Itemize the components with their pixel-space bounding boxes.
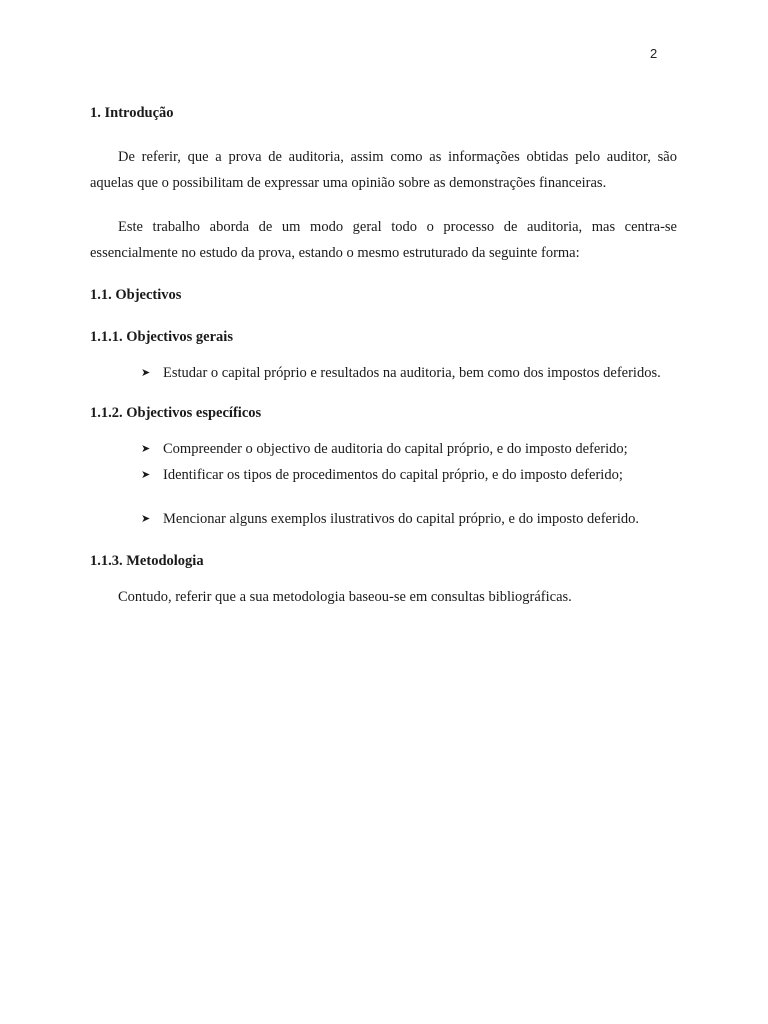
list-item-text: Identificar os tipos de procedimentos do capital próprio, e do imposto deferido; <box>163 467 623 483</box>
list-item <box>138 506 677 532</box>
list-item <box>138 360 677 386</box>
page-number: 2 <box>650 46 658 61</box>
list-item <box>138 462 677 488</box>
general-objectives-list <box>90 360 677 386</box>
specific-objectives-heading: 1.1.2. Objectivos específicos <box>90 405 262 421</box>
list-item-text: Estudar o capital próprio e resultados na auditoria, bem como dos impostos deferidos. <box>163 365 661 381</box>
intro-paragraph-1: De referir, que a prova de auditoria, assim como as informações obtidas pelo auditor, são aquelas que o possibilitam de expressar uma opinião sobre as demonstrações financeiras. <box>90 149 677 191</box>
list-item-text: Mencionar alguns exemplos ilustrativos do capital próprio, e do imposto deferido. <box>163 511 639 527</box>
methodology-heading: 1.1.3. Metodologia <box>90 553 204 569</box>
arrowhead-bullet-icon: ➤ <box>141 443 151 455</box>
document-body <box>90 100 677 610</box>
specific-objectives-list <box>90 436 677 532</box>
objectives-heading: 1.1. Objectivos <box>90 287 182 303</box>
methodology-paragraph: Contudo, referir que a sua metodologia baseou-se em consultas bibliográficas. <box>118 589 572 605</box>
arrowhead-bullet-icon: ➤ <box>141 367 151 379</box>
arrowhead-bullet-icon: ➤ <box>141 513 151 525</box>
intro-paragraph-2: Este trabalho aborda de um modo geral todo o processo de auditoria, mas centra-se essencialmente no estudo da prova, estando o mesmo estruturado da seguinte forma: <box>90 219 677 261</box>
general-objectives-heading: 1.1.1. Objectivos gerais <box>90 329 233 345</box>
arrowhead-bullet-icon: ➤ <box>141 469 151 481</box>
intro-heading: 1. Introdução <box>90 105 174 121</box>
list-item <box>138 436 677 462</box>
list-item-text: Compreender o objectivo de auditoria do capital próprio, e do imposto deferido; <box>163 441 628 457</box>
